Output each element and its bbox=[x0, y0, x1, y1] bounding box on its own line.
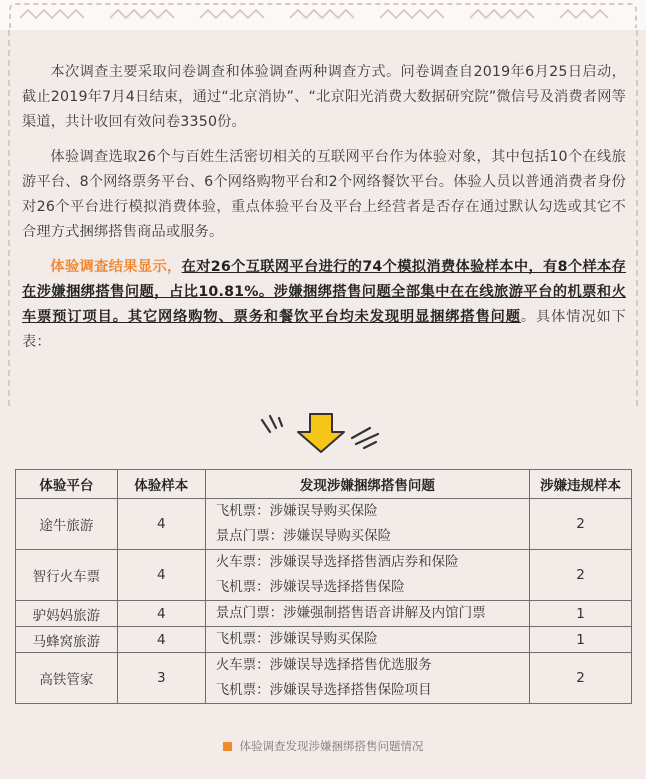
header-platform: 体验平台 bbox=[16, 470, 118, 499]
decorative-right-border bbox=[636, 30, 638, 410]
cell-platform: 驴妈妈旅游 bbox=[16, 601, 118, 627]
cell-platform: 途牛旅游 bbox=[16, 499, 118, 550]
table-row bbox=[16, 601, 632, 627]
header-violations: 涉嫌违规样本 bbox=[530, 470, 632, 499]
cell-samples: 3 bbox=[117, 653, 205, 704]
cell-violations: 1 bbox=[530, 627, 632, 653]
issue-line: 火车票：涉嫌误导选择搭售优选服务 bbox=[215, 657, 432, 673]
issue-line: 飞机票：涉嫌误导选择搭售保险项目 bbox=[215, 682, 432, 698]
decorative-top-border bbox=[0, 0, 646, 30]
cell-violations: 2 bbox=[530, 550, 632, 601]
issue-line: 飞机票：涉嫌误导购买保险 bbox=[215, 631, 378, 647]
paragraph-results bbox=[22, 255, 626, 355]
cell-issues bbox=[205, 627, 529, 653]
table-caption bbox=[0, 738, 646, 754]
cell-samples: 4 bbox=[117, 499, 205, 550]
results-tail: 。具体情况如下表： bbox=[22, 309, 627, 350]
header-issues: 发现涉嫌捆绑搭售问题 bbox=[205, 470, 529, 499]
table-row bbox=[16, 627, 632, 653]
issue-line: 火车票：涉嫌误导选择搭售酒店券和保险 bbox=[215, 554, 459, 570]
cell-platform: 智行火车票 bbox=[16, 550, 118, 601]
results-lead-in: 体验调查结果显示， bbox=[50, 259, 182, 275]
cell-issues bbox=[205, 601, 529, 627]
cell-violations: 2 bbox=[530, 499, 632, 550]
down-arrow-icon bbox=[252, 408, 392, 456]
issue-line: 飞机票：涉嫌误导选择搭售保险 bbox=[215, 579, 405, 595]
decorative-left-border bbox=[8, 30, 10, 410]
cell-issues bbox=[205, 499, 529, 550]
header-samples: 体验样本 bbox=[117, 470, 205, 499]
cell-platform: 高铁管家 bbox=[16, 653, 118, 704]
table-row bbox=[16, 653, 632, 704]
cell-issues bbox=[205, 653, 529, 704]
issue-line: 飞机票：涉嫌误导购买保险 bbox=[215, 503, 378, 519]
paragraph-survey-method: 本次调查主要采取问卷调查和体验调查两种调查方式。问卷调查自2019年6月25日启动，截止2019年7月4日结束，通过“北京消协”、“北京阳光消费大数据研究院”微信号及消费者网等渠道，共计收回有效问卷3350份。 bbox=[22, 64, 626, 130]
table-row bbox=[16, 499, 632, 550]
table-row bbox=[16, 550, 632, 601]
cell-violations: 2 bbox=[530, 653, 632, 704]
issue-line: 景点门票：涉嫌误导购买保险 bbox=[215, 528, 392, 544]
caption-text: 体验调查发现涉嫌捆绑搭售问题情况 bbox=[239, 739, 424, 753]
caption-square-icon bbox=[223, 742, 232, 751]
cell-samples: 4 bbox=[117, 601, 205, 627]
cell-samples: 4 bbox=[117, 627, 205, 653]
issue-line: 景点门票：涉嫌强制搭售语音讲解及内馆门票 bbox=[215, 605, 486, 621]
results-highlight: 在对26个互联网平台进行的74个模拟消费体验样本中，有8个样本存在涉嫌捆绑搭售问题，占比10.81%。涉嫌捆绑搭售问题全部集中在在线旅游平台的机票和火车票预订项目。其它网络购物、票务和餐饮平台均未发现明显捆绑搭售问题 bbox=[22, 259, 626, 325]
cell-violations: 1 bbox=[530, 601, 632, 627]
paragraph-experience-survey: 体验调查选取26个与百姓生活密切相关的互联网平台作为体验对象，其中包括10个在线旅游平台、8个网络票务平台、6个网络购物平台和2个网络餐饮平台。体验人员以普通消费者身份对26个平台进行模拟消费体验，重点体验平台及平台上经营者是否存在通过默认勾选或其它不合理方式捆绑搭售商品或服务。 bbox=[22, 149, 626, 240]
cell-platform: 马蜂窝旅游 bbox=[16, 627, 118, 653]
results-table bbox=[15, 469, 632, 704]
table-header-row bbox=[16, 470, 632, 499]
article-body bbox=[22, 60, 626, 365]
cell-issues bbox=[205, 550, 529, 601]
cell-samples: 4 bbox=[117, 550, 205, 601]
